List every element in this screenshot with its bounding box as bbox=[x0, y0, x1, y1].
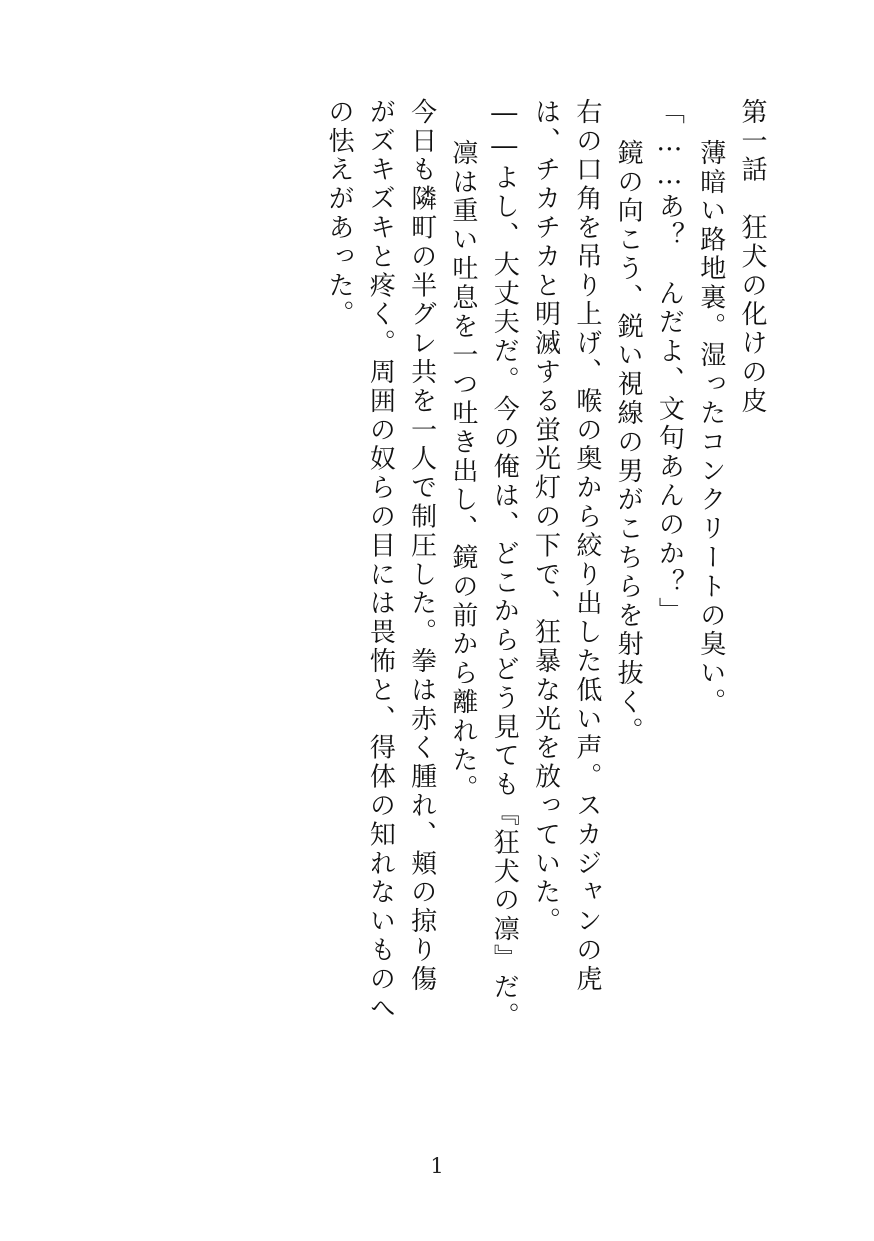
paragraph-line-9: がズキズキと疼く。周囲の奴らの目には畏怖と、得体の知れないものへ bbox=[365, 98, 396, 1023]
paragraph-line-6: ――よし、大丈夫だ。今の俺は、どこからどう見ても『狂犬の凛』だ。 bbox=[489, 98, 520, 1031]
paragraph-line-8: 今日も隣町の半グレ共を一人で制圧した。拳は赤く腫れ、頬の掠り傷 bbox=[406, 98, 437, 994]
paragraph-line-10: の怯えがあった。 bbox=[324, 98, 355, 330]
page-number: 1 bbox=[430, 1154, 444, 1178]
chapter-title: 第一話 狂犬の化けの皮 bbox=[737, 98, 767, 416]
paragraph-line-2: 「……あ？ んだよ、文句あんのか？」 bbox=[654, 98, 685, 627]
paragraph-line-5: は、チカチカと明滅する蛍光灯の下で、狂暴な光を放っていた。 bbox=[530, 98, 561, 937]
vertical-text-body bbox=[318, 98, 772, 1118]
paragraph-line-3: 鏡の向こう、鋭い視線の男がこちらを射抜く。 bbox=[613, 139, 644, 746]
paragraph-line-1: 薄暗い路地裏。湿ったコンクリートの臭い。 bbox=[695, 139, 726, 717]
paragraph-line-7: 凛は重い吐息を一つ吐き出し、鏡の前から離れた。 bbox=[447, 139, 478, 804]
paragraph-line-4: 右の口角を吊り上げ、喉の奥から絞り出した低い声。スカジャンの虎 bbox=[571, 98, 602, 994]
